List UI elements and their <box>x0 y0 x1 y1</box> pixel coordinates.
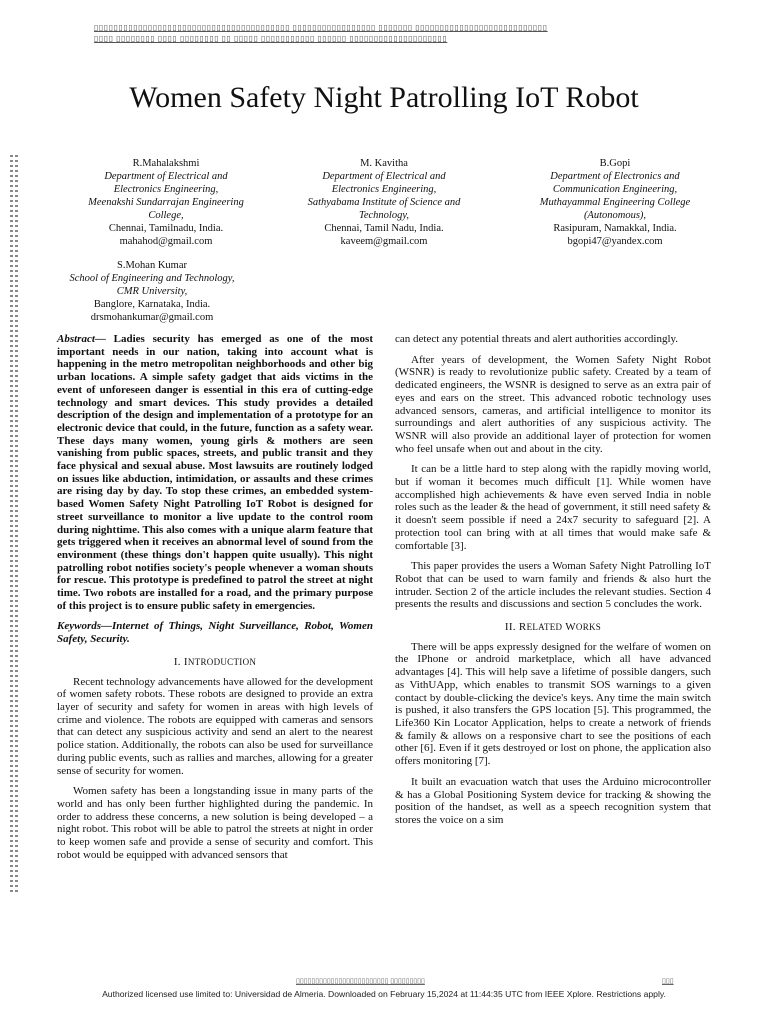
author-affiliation: Meenakshi Sundarrajan Engineering <box>88 197 244 208</box>
body-paragraph: can detect any potential threats and alert authorities accordingly. <box>395 333 679 345</box>
author-name: M. Kavitha <box>360 158 408 169</box>
body-paragraph: Recent technology advancements have allowed for the development of women safety robots. These robots are designed to provide an extra layer of security and safety for women in areas with high levels of crime and violence. The robots are equipped with cameras and sensors that can detect any suspicious activity and send an alert to the nearest police station. Additionally, the robots can also be used for surveillance during public events, such as rallies and marches, allowing for a greater sense of security for women. <box>57 675 373 777</box>
abstract-text: Ladies security has emerged as one of the most important needs in our nation, taking into account what is happening in the metro metropolitan neighborhoods and other big urban locations. A simple safety gadget that aids victims in the event of unforeseen danger is essential in this era of cutting-edge technology and smart devices. This study provides a detailed description of the design and implementation of a prototype for an electronic device that could, in the future, function as a safety wear. These days many women, young girls & mothers are seen vanishing from public spaces, streets, and public transit and they face physical and sexual abuse. Most lawsuits are routinely lodged on issues like abduction, intimidation, or assaults and these crimes are rising day by day. To stop these crimes, an embedded system-based Women Safety Night Patrolling IoT Robot is designed for street surveillance to monitor a live update to the control room during nighttime. This also comes with a unique alarm feature that gets triggered when it receives an abnormal level of sound from the environment (these things don't happen quite usually). This night patrolling robot notifies society's people whenever a woman shouts for rescue. This prototype is predefined to patrol the street at night time. Two robots are installed for a road, and the primary purpose of this project is to ensure public safety in emergencies. <box>57 333 373 612</box>
body-paragraph: It can be a little hard to step along with the rapidly moving world, but if woman it becomes much difficult [1]. While women have accomplished high achievements & have even served India in noble roles such as the leader & the head of government, it still need safety & it doesn't seem possible if need a 24x7 security to safeguard [2]. A protection tool can bring with at all times that would make safe & comfortable [3]. <box>395 463 711 552</box>
author-email: drsmohankumar@gmail.com <box>90 312 214 323</box>
abstract <box>57 333 373 612</box>
author-name: S.Mohan Kumar <box>117 260 187 271</box>
author-location: Chennai, Tamil Nadu, India. <box>324 223 444 234</box>
author-location: Banglore, Karnataka, India. <box>93 299 211 310</box>
author-location: Chennai, Tamilnadu, India. <box>108 223 224 234</box>
author-block <box>54 259 250 324</box>
author-affiliation: Technology, <box>358 210 410 221</box>
body-paragraph: This paper provides the users a Woman Safety Night Patrolling IoT Robot that can be used to warn family and friends & also hurt the intruder. Section 2 of the article includes the relevant studies. Section 4 presents the results and discussions and section 5 concludes the work. <box>395 560 711 611</box>
author-affiliation: Sathyabama Institute of Science and <box>307 197 461 208</box>
author-block <box>296 157 472 248</box>
author-affiliation: College, <box>148 210 184 221</box>
license-footer: Authorized licensed use limited to: Universidad de Almeria. Downloaded on February 15,2024 at 11:44:35 UTC from IEEE Xplore. Restrictions apply. <box>102 989 666 999</box>
footer-copyright-garble: ▯▯▯▯▯▯▯▯▯▯▯▯▯▯▯▯▯▯▯▯▯▯▯▯ ▯▯▯▯▯▯▯▯▯ <box>296 977 425 985</box>
author-name: R.Mahalakshmi <box>132 158 200 169</box>
body-paragraph: Women safety has been a longstanding issue in many parts of the world and has only been further highlighted during the pandemic. In order to address these concerns, a new solution is being developed – a night robot. This robot will be able to patrol the streets at night in order to keep women safe and provide a sense of security and comfort. This robot would be equipped with advanced sensors that <box>57 785 373 861</box>
body-paragraph: There will be apps expressly designed for the welfare of women on the IPhone or android marketplace, which all have advanced advantages [4]. This will help save a lifetime of possible dangers, such as VithUApp, which enables to transmit SOS warnings to a given contact by double-clicking the device's keys. Any time the main switch is pushed, it also transfers the GPS location [5]. This programmed, the Life360 Kin Locator Application, helps to create a network of friends & family & allows on a responsive chart to see the positions of each other [6]. Even if it gets destroyed or lost on phone, the application also offers monitoring [7]. <box>395 640 711 768</box>
paper-title: Women Safety Night Patrolling IoT Robot <box>129 81 639 114</box>
margin-strip <box>10 155 22 895</box>
margin-line <box>15 155 18 895</box>
keywords: Keywords—Internet of Things, Night Surveillance, Robot, Women Safety, Security. <box>57 620 373 646</box>
author-email: mahahod@gmail.com <box>119 236 213 247</box>
author-affiliation: Communication Engineering, <box>552 184 678 195</box>
author-block <box>530 157 700 248</box>
conference-header: ▯▯▯▯▯▯▯▯▯▯▯▯▯▯▯▯▯▯▯▯▯▯▯▯▯▯▯▯▯▯▯▯▯▯▯▯▯▯▯▯ ▯▯▯▯▯▯▯▯▯▯▯▯▯▯▯▯▯ ▯▯▯▯▯▯▯ ▯▯▯▯▯▯▯▯▯▯▯▯▯▯▯▯▯▯▯▯▯▯▯▯▯▯▯▯▯▯▯ ▯▯▯▯▯▯▯▯ ▯▯▯▯ ▯▯▯▯▯▯▯▯ ▯▯ ▯▯▯▯▯ ▯▯▯▯▯▯▯▯▯▯▯ ▯▯▯▯▯▯ ▯▯▯▯▯▯▯▯▯▯▯▯▯▯▯▯▯▯▯▯ <box>94 23 548 43</box>
author-affiliation: Department of Electrical and <box>104 171 228 182</box>
author-email: bgopi47@yandex.com <box>567 236 663 247</box>
author-affiliation: CMR University, <box>116 286 188 297</box>
section-heading-introduction: I. INTRODUCTION <box>173 655 257 668</box>
author-block <box>80 157 252 248</box>
footer-page-garble: ▯▯▯ <box>662 977 674 985</box>
author-affiliation: Electronics Engineering, <box>113 184 219 195</box>
author-name: B.Gopi <box>599 158 631 169</box>
author-affiliation: Department of Electrical and <box>322 171 446 182</box>
author-affiliation: (Autonomous), <box>583 210 647 221</box>
author-affiliation: Electronics Engineering, <box>331 184 437 195</box>
author-email: kaveem@gmail.com <box>340 236 428 247</box>
abstract-label: Abstract— <box>57 333 106 345</box>
left-column <box>57 333 373 869</box>
author-affiliation: Department of Electronics and <box>550 171 680 182</box>
margin-line <box>10 155 13 895</box>
author-affiliation: School of Engineering and Technology, <box>69 273 235 284</box>
author-affiliation: Muthayammal Engineering College <box>539 197 691 208</box>
author-location: Rasipuram, Namakkal, India. <box>553 223 677 234</box>
body-paragraph: After years of development, the Women Safety Night Robot (WSNR) is ready to revolutionize public safety. Created by a team of dedicated engineers, the WSNR is designed to serve as an extra pair of eyes and ears on the street. This advanced robotic technology uses advanced sensors, cameras, and artificial intelligence to monitor its surroundings and alert authorities of any suspicious activity. The WSNR will also provide an additional layer of protection for women who feel unsafe when out and about in the city. <box>395 353 711 455</box>
body-paragraph: It built an evacuation watch that uses the Arduino microcontroller & has a Global Positioning System device for tracking & showing the position of the handset, as well as a speech recognition system that stores the voice on a sim <box>395 775 711 826</box>
right-column <box>395 333 711 835</box>
section-heading-related-works: II. RELATED WORKS <box>504 621 602 634</box>
